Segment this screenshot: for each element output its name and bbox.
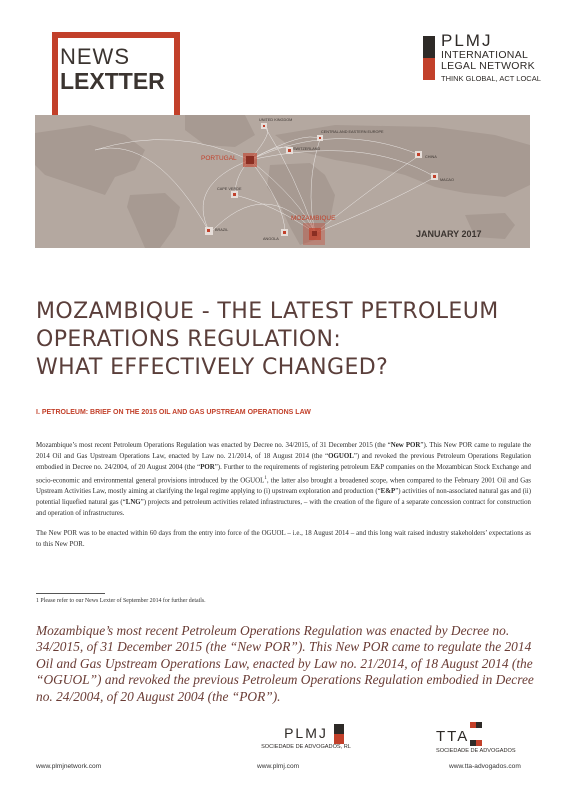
footer-link-tta[interactable]: www.tta-advogados.com [449, 763, 521, 770]
paragraph-2: The New POR was to be enacted within 60 days from the entry into force of the OGUOL – i.e., 18 August 2014 – and this long wait raised industry stakeholders’ expectations as to this New POR. [36, 529, 531, 548]
tta-footer-name: TTA [436, 728, 470, 745]
paragraph-1: Mozambique’s most recent Petroleum Operations Regulation was enacted by Decree no. 34/2015, of 31 December 2015 (the “New POR”). This New POR came to regulate the 2014 Oil and Gas Upstream Operations Law, enacted by Law no. 21/2014, of 18 August 2014 (the “OGUOL”) and revoked the previous Petroleum Operations Regulation embodied in Decree no. 24/2004, of 20 August 2004 (the “POR”). Further to the requirements of registering petroleum E&P companies on the Mozambican Stock Exchange and socio-economic and environmental general provisions introduced by the OGUOL$^1$, the latter also brought a broadened scope, when compared to the February 2001 Oil and Gas Upstream Activities Law, mostly aiming at clarifying the legal regime applying to (i) upstream exploration and production (“E&P”) activities of non-associated natural gas and (ii) potential liquefied natural gas (“LNG”) projects and petroleum activities related infrastructures, – with the creation of the figure of a separate concession contract for construction and operation of infrastructures. [36, 442, 532, 517]
tta-footer-logo [436, 729, 536, 754]
pull-quote: Mozambique’s most recent Petroleum Operations Regulation was enacted by Decree no. 34/2015, of 31 December 2015 (the “New POR”). This New POR came to regulate the 2014 Oil and Gas Upstream Operations Law, enacted by Law no. 21/2014, of 18 August 2014 (the “OGUOL”) and revoked the previous Petroleum Operations Regulation embodied in Decree no. 24/2004, of 20 August 2004 (the “POR”). [36, 623, 534, 704]
brand-line1: INTERNATIONAL [441, 49, 529, 61]
map-label-cape-verde: CAPE VERDE [217, 187, 242, 191]
plmj-footer-sub: SOCIEDADE DE ADVOGADOS, RL [261, 744, 351, 750]
map-label-angola: ANGOLA [263, 237, 279, 241]
footnote-divider [36, 593, 105, 594]
tta-logo-icon [470, 715, 482, 727]
article-body [36, 441, 531, 559]
map-label-mozambique: MOZAMBIQUE [291, 215, 336, 222]
page-title [36, 298, 536, 382]
plmj-brand [441, 32, 541, 84]
brand-name: PLMJ [441, 31, 493, 50]
footer-link-network[interactable]: www.plmjnetwork.com [36, 763, 102, 770]
map-label-portugal: PORTUGAL [201, 155, 237, 162]
title-line2: OPERATIONS REGULATION: [36, 327, 342, 352]
tta-footer-sub: SOCIEDADE DE ADVOGADOS [436, 748, 516, 754]
section-heading: I. PETROLEUM: BRIEF ON THE 2015 OIL AND GAS UPSTREAM OPERATIONS LAW [36, 409, 311, 416]
footnote: 1 Please refer to our News Lexter of September 2014 for further details. [36, 598, 206, 604]
title-line3: WHAT EFFECTIVELY CHANGED? [36, 355, 389, 380]
newsletter-title-line1: NEWS [60, 44, 130, 69]
plmj-footer-name: PLMJ [284, 725, 328, 741]
map-label-brazil: BRAZIL [215, 228, 229, 232]
map-label-switzerland: SWITZERLAND [293, 147, 321, 151]
footnote-ref[interactable]: 1 [264, 475, 267, 481]
brand-tagline: THINK GLOBAL, ACT LOCAL [441, 74, 541, 83]
map-label-macao: MACAO [440, 178, 454, 182]
brand-line2: LEGAL NETWORK [441, 60, 535, 72]
map-label-central-eastern-europe: CENTRAL AND EASTERN EUROPE [321, 130, 384, 134]
issue-date: JANUARY 2017 [416, 229, 482, 239]
map-label-united-kingdom: UNITED KINGDOM [259, 118, 293, 122]
plmj-logo-icon [423, 36, 435, 80]
footer-link-plmj[interactable]: www.plmj.com [257, 763, 300, 770]
newsletter-title-line2: LEXTTER [60, 68, 165, 94]
plmj-footer-icon [334, 724, 344, 744]
newsletter-title [60, 45, 165, 93]
title-line1: MOZAMBIQUE - THE LATEST PETROLEUM [36, 299, 499, 324]
map-label-china: CHINA [425, 155, 437, 159]
